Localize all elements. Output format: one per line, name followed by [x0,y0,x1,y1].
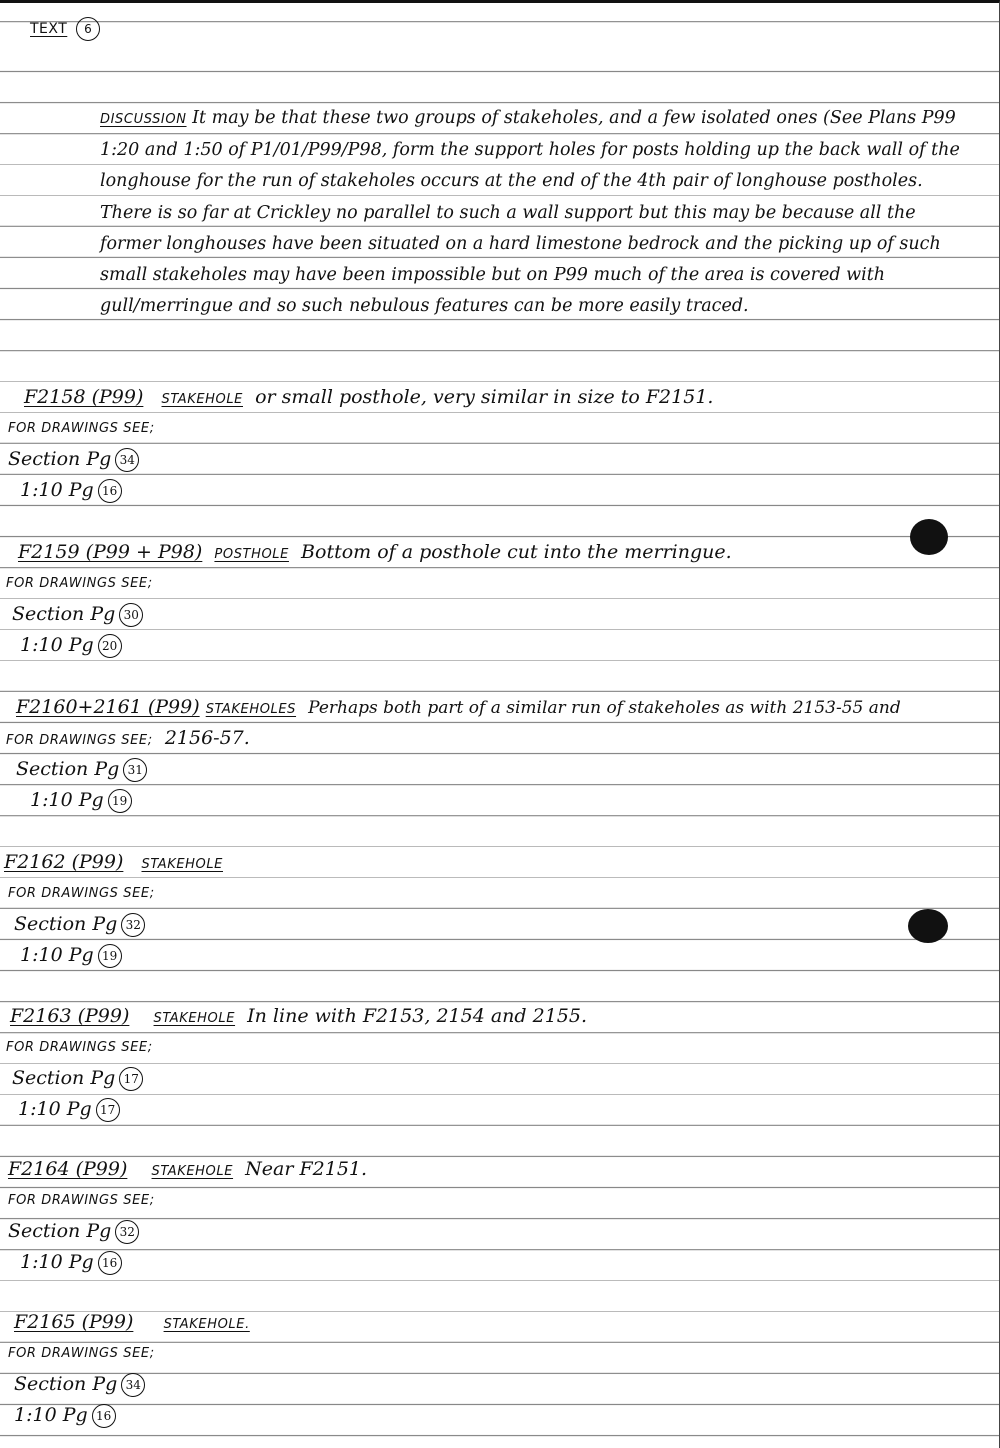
feature-description: Near F2151. [245,1158,368,1180]
scale-label: 1:10 Pg [14,1404,88,1426]
drawings-label: FOR DRAWINGS SEE; [6,733,153,748]
section-label: Section Pg [14,913,118,935]
section-page: 31 [123,758,147,782]
feature-entry [0,847,980,971]
ink-blot [908,909,948,943]
feature-id: F2164 (P99) [8,1158,128,1180]
section-ref [0,909,980,940]
scale-page: 19 [98,944,122,968]
feature-type: STAKEHOLE [153,1011,236,1026]
drawings-label: FOR DRAWINGS SEE; [6,1040,153,1055]
scale-ref [0,1094,980,1125]
drawings-label: FOR DRAWINGS SEE; [8,421,155,436]
section-ref [0,599,980,630]
feature-description: Perhaps both part of a similar run of stakeholes as with 2153-55 and [308,698,901,718]
section-label: Section Pg [8,1220,112,1242]
scale-page: 16 [98,1251,122,1275]
scale-ref [0,1400,980,1431]
section-ref [0,1216,980,1247]
feature-entry [0,382,980,506]
feature-entry [0,1001,980,1125]
section-ref [0,1063,980,1094]
section-label: Section Pg [14,1373,118,1395]
ink-blot [910,519,948,555]
feature-id: F2165 (P99) [14,1311,134,1333]
drawings-label: FOR DRAWINGS SEE; [6,576,153,591]
entry-heading [0,847,980,878]
section-page: 34 [121,1373,145,1397]
feature-type: STAKEHOLE. [163,1317,250,1332]
drawings-extra: 2156-57. [164,727,250,749]
scale-ref [0,475,980,506]
entry-heading [0,1001,980,1032]
section-page: 32 [121,913,145,937]
feature-id: F2159 (P99 + P98) [18,541,203,563]
drawings-label: FOR DRAWINGS SEE; [8,1346,155,1361]
section-page: 30 [119,603,143,627]
discussion-label: DISCUSSION [100,112,187,127]
scale-label: 1:10 Pg [20,944,94,966]
page-tag-number: 6 [76,17,100,41]
section-page: 17 [119,1067,143,1091]
feature-description: Bottom of a posthole cut into the merringue. [301,541,732,563]
feature-type: STAKEHOLES [205,702,297,717]
feature-type: STAKEHOLE [161,392,243,407]
scale-ref [0,785,980,816]
section-ref [0,754,980,785]
scale-page: 19 [108,789,132,813]
scale-page: 16 [92,1404,116,1428]
feature-type: STAKEHOLE [141,857,223,872]
section-label: Section Pg [12,603,116,625]
scale-label: 1:10 Pg [30,789,104,811]
discussion-paragraph [100,103,980,322]
feature-entry [0,692,980,816]
scale-ref [0,1247,980,1278]
feature-entry [0,537,980,661]
feature-type: STAKEHOLE [151,1164,234,1179]
entry-heading [0,537,980,568]
scale-label: 1:10 Pg [18,1098,92,1120]
feature-id: F2158 (P99) [24,386,144,408]
scale-ref [0,940,980,971]
section-ref [0,1369,980,1400]
feature-description: In line with F2153, 2154 and 2155. [247,1005,588,1027]
entry-heading [0,382,980,413]
scale-page: 16 [98,479,122,503]
page-tag-label: TEXT [30,21,68,37]
section-ref [0,444,980,475]
drawings-label: FOR DRAWINGS SEE; [8,886,155,901]
entry-heading [0,1154,980,1185]
feature-id: F2163 (P99) [10,1005,130,1027]
feature-id: F2162 (P99) [4,851,124,873]
feature-entry [0,1154,980,1278]
scale-ref [0,630,980,661]
feature-id: F2160+2161 (P99) [16,696,200,718]
section-page: 32 [115,1220,139,1244]
section-label: Section Pg [8,448,112,470]
drawings-label: FOR DRAWINGS SEE; [8,1193,155,1208]
scale-label: 1:10 Pg [20,634,94,656]
entry-heading [0,692,980,723]
section-label: Section Pg [12,1067,116,1089]
scale-page: 20 [98,634,122,658]
page-tag [30,17,100,41]
discussion-text: It may be that these two groups of stakeholes, and a few isolated ones (See Plans P99 1:20 and 1:50 of P1/01/P99/P98, form the support holes for posts holding up the back wall of the longhouse for the run of stakeholes occurs at the end of the 4th pair of longhouse postholes. There is so far at Crickley no parallel to such a wall support but this may be because all the former longhouses have been situated on a hard limestone bedrock and the picking up of such small stakeholes may have been impossible but on P99 much of the area is covered with gull/merringue and so such nebulous features can be more easily traced. [100,108,960,317]
entry-heading [0,1307,980,1338]
scale-label: 1:10 Pg [20,479,94,501]
scale-label: 1:10 Pg [20,1251,94,1273]
feature-type: POSTHOLE [214,547,289,562]
drawings-line [0,723,980,754]
feature-entry [0,1307,980,1431]
scale-page: 17 [96,1098,120,1122]
section-label: Section Pg [16,758,120,780]
feature-description: or small posthole, very similar in size to F2151. [255,386,714,408]
section-page: 34 [115,448,139,472]
